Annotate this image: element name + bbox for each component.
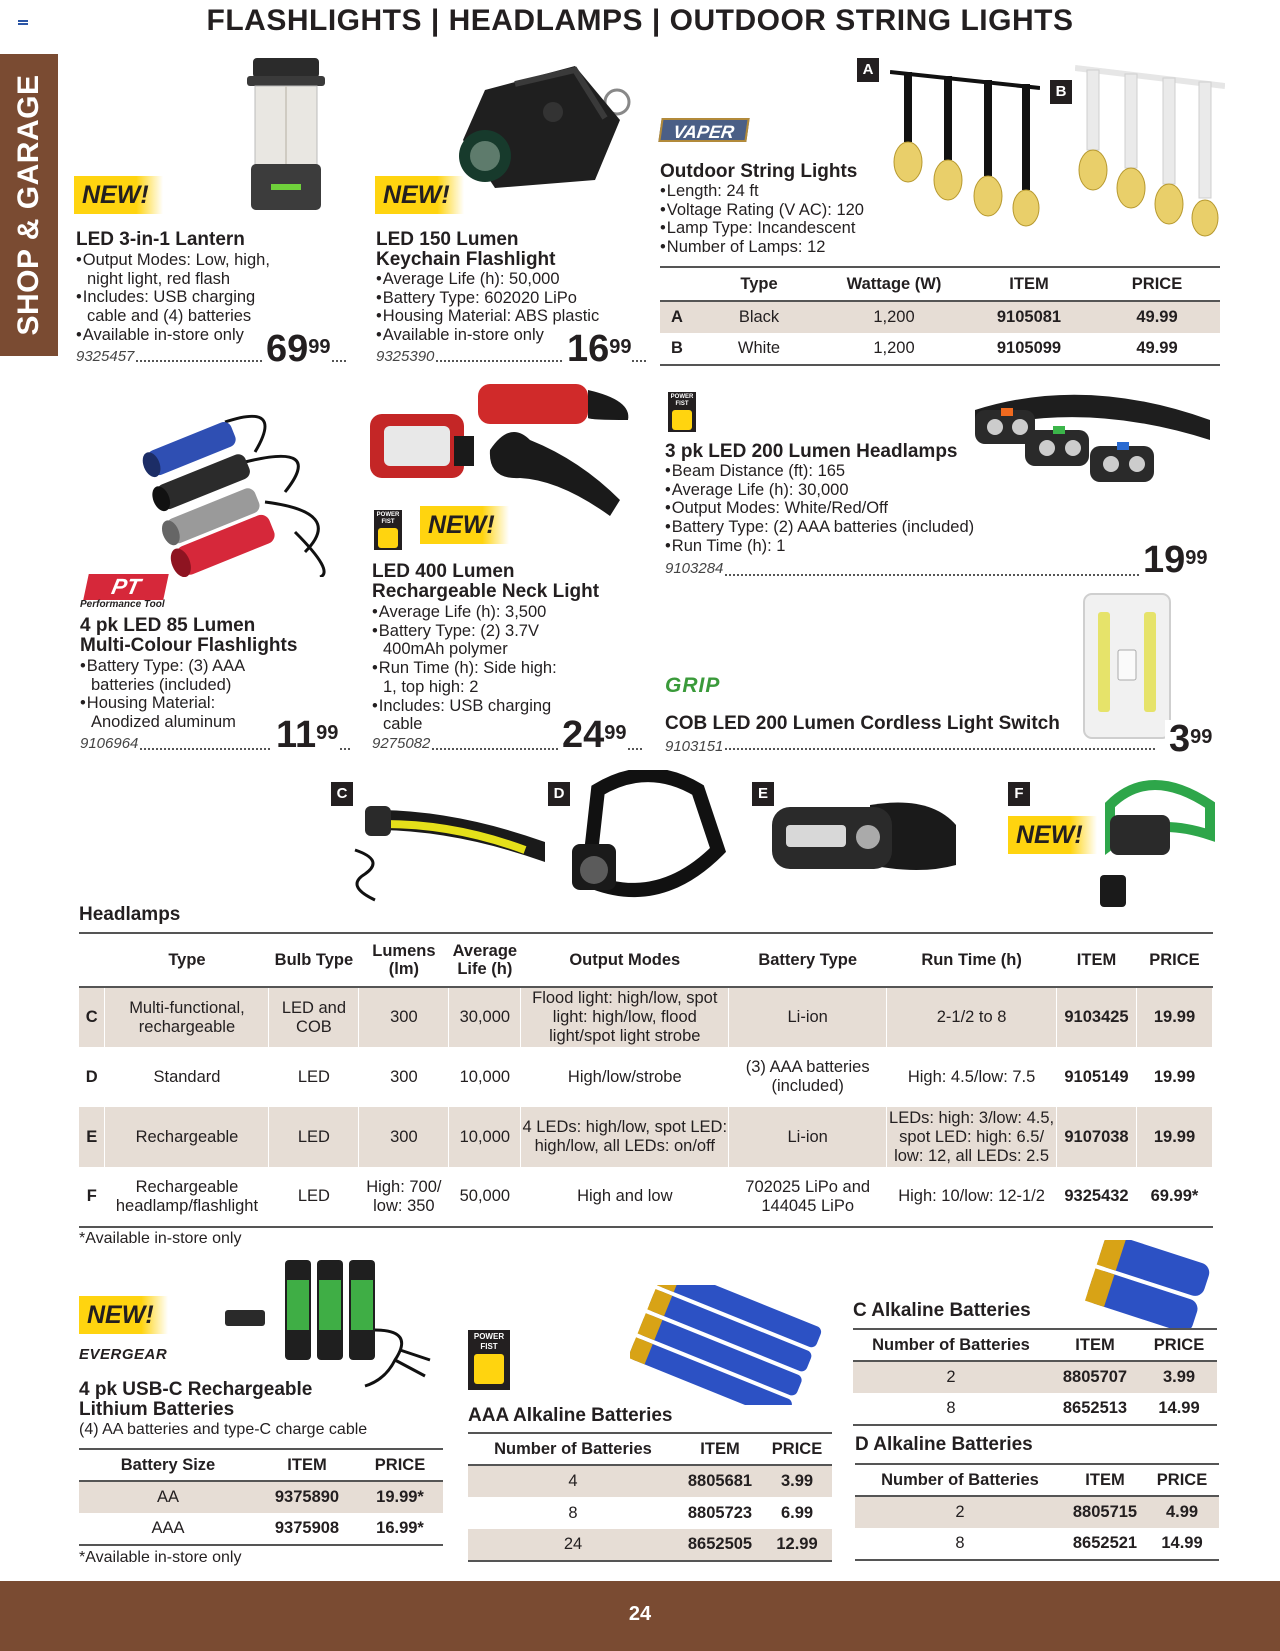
- table-header-row: [79, 1449, 443, 1481]
- grip-logo: GRIP: [665, 674, 721, 697]
- image-label: A: [857, 58, 879, 82]
- product-title: Outdoor String Lights: [660, 161, 858, 182]
- modes-cell: High/low/strobe: [521, 1047, 729, 1107]
- footnote: *Available in-store only: [79, 1549, 242, 1566]
- type-cell: Multi-functional, rechargeable: [105, 987, 269, 1047]
- page-footer: [0, 1581, 1280, 1651]
- table-row: [79, 1107, 1213, 1167]
- header-cell: Lumens (lm): [359, 933, 449, 987]
- runtime-cell: High: 4.5/low: 7.5: [887, 1047, 1057, 1107]
- item-cell: 9325432: [1057, 1167, 1137, 1227]
- price: [1139, 541, 1208, 579]
- price-cell: 3.99: [780, 1472, 814, 1490]
- row-key: B: [660, 333, 694, 365]
- spec-item: • Average Life (h): 30,000: [665, 481, 1065, 500]
- header-cell: Number of Batteries: [855, 1464, 1065, 1496]
- item-cell: 9375908: [257, 1513, 357, 1545]
- page-number: 24: [628, 1603, 652, 1625]
- table-row: [79, 987, 1213, 1047]
- title-line: Multi-Colour Flashlights: [80, 635, 298, 656]
- header-cell: PRICE: [1094, 267, 1220, 301]
- header-cell: Run Time (h): [887, 933, 1057, 987]
- header-cell: Number of Batteries: [853, 1329, 1049, 1361]
- lantern-image: [245, 56, 327, 216]
- row-key: E: [79, 1107, 105, 1167]
- sku: 9103284: [665, 560, 724, 577]
- price-cell: 19.99: [1136, 1047, 1212, 1107]
- lumens-cell: 300: [359, 1047, 449, 1107]
- type-cell: Black: [738, 308, 780, 326]
- side-tab-label: SHOP & GARAGE: [12, 74, 45, 336]
- modes-cell: High and low: [521, 1167, 729, 1227]
- spec-item: • Run Time (h): 1: [665, 537, 1065, 556]
- image-label: B: [1050, 80, 1072, 104]
- price: [262, 330, 331, 368]
- header-cell: ITEM: [678, 1433, 762, 1465]
- modes-cell: Flood light: high/low, spot light: high/low, flood light/spot light strobe: [521, 987, 729, 1047]
- spec-item: • Length: 24 ft: [660, 182, 920, 201]
- sku: 9325390: [376, 348, 435, 365]
- product-title: [79, 1380, 312, 1420]
- price-cell: 19.99: [1136, 987, 1212, 1047]
- price-cents: 99: [308, 336, 331, 358]
- header-cell: Bulb Type: [269, 933, 359, 987]
- price-dollars: 69: [266, 328, 309, 370]
- item-cell: 8805715: [1072, 1503, 1138, 1521]
- section-title: Headlamps: [79, 904, 181, 925]
- spec-item: • Number of Lamps: 12: [660, 238, 920, 257]
- power-fist-logo: [668, 392, 696, 432]
- sku: 9275082: [372, 735, 431, 752]
- side-tab: [0, 54, 58, 356]
- item-cell: 8805681: [687, 1472, 753, 1490]
- header-cell: PRICE: [1141, 1329, 1217, 1361]
- spec-item: • Battery Type: (3) AAA batteries (included): [80, 657, 280, 694]
- brand-text: POWER: [670, 394, 694, 400]
- price-cell: 19.99*: [376, 1488, 424, 1506]
- image-label: C: [331, 782, 353, 806]
- price-cents: 99: [609, 336, 632, 358]
- life-cell: 10,000: [449, 1047, 521, 1107]
- price-cell: 6.99: [780, 1503, 814, 1522]
- spec-item: • Available in-store only: [376, 326, 636, 345]
- brand-text: FIST: [480, 1342, 498, 1351]
- table-header-row: [468, 1433, 832, 1465]
- count-cell: 4: [568, 1472, 578, 1490]
- count-cell: 24: [468, 1529, 678, 1561]
- multicolour-flashlights-image: [135, 402, 350, 577]
- table-row: [853, 1393, 1217, 1425]
- item-cell: 9375890: [274, 1488, 340, 1506]
- count-cell: 2: [946, 1368, 956, 1386]
- footnote: *Available in-store only: [79, 1230, 242, 1247]
- c-batteries-image: [1085, 1240, 1215, 1330]
- price-cell: 49.99: [1094, 333, 1220, 365]
- spec-item: • Average Life (h): 50,000: [376, 270, 636, 289]
- modes-cell: 4 LEDs: high/low, spot LED: high/low, all LEDs: on/off: [521, 1107, 729, 1167]
- spec-item: • Housing Material: ABS plastic: [376, 307, 636, 326]
- section-title: AAA Alkaline Batteries: [468, 1405, 673, 1426]
- header-cell: ITEM: [257, 1449, 357, 1481]
- table-row: [660, 333, 1220, 365]
- aaa-batteries-image: [630, 1285, 830, 1405]
- battery-cell: Li-ion: [729, 1107, 887, 1167]
- power-fist-logo: [468, 1330, 510, 1390]
- product-title: [80, 616, 297, 656]
- header-cell: PRICE: [1145, 1464, 1219, 1496]
- price-cell: 49.99: [1136, 308, 1178, 326]
- item-cell: 8652505: [678, 1529, 762, 1561]
- title-line: Lithium Batteries: [79, 1399, 235, 1420]
- item-cell: 8805723: [687, 1503, 753, 1522]
- section-title: C Alkaline Batteries: [853, 1300, 1031, 1321]
- brand-text: POWER: [376, 512, 400, 518]
- image-label: D: [548, 782, 570, 806]
- price-cents: 99: [316, 722, 339, 744]
- title-line: Rechargeable Neck Light: [372, 581, 600, 602]
- header-cell: Number of Batteries: [468, 1433, 678, 1465]
- spec-item: • Output Modes: White/Red/Off: [665, 499, 1065, 518]
- row-key: C: [79, 987, 105, 1047]
- table-row: [468, 1465, 832, 1497]
- brand-text: POWER: [473, 1332, 505, 1341]
- product-title: [372, 562, 599, 602]
- power-fist-logo: [374, 510, 402, 550]
- light-switch-image: [1082, 592, 1172, 740]
- price-cell: 19.99: [1136, 1107, 1212, 1167]
- header-cell: Wattage (W): [824, 267, 964, 301]
- table-row: [468, 1529, 832, 1561]
- table-row: [660, 301, 1220, 333]
- lumens-cell: 300: [359, 1107, 449, 1167]
- spec-item: • Battery Type: 602020 LiPo: [376, 289, 636, 308]
- sku: 9325457: [76, 348, 135, 365]
- multicolour-specs: [80, 657, 280, 732]
- spec-item: • Average Life (h): 3,500: [372, 603, 562, 622]
- header-cell: [660, 267, 694, 301]
- price-dollars: 16: [567, 328, 610, 370]
- aaa-batteries-table: [468, 1432, 832, 1562]
- headlamps-3pk-specs: [665, 462, 1065, 556]
- performance-tool-logo: PT: [83, 574, 169, 600]
- header-cell: PRICE: [357, 1449, 443, 1481]
- price-dollars: 3: [1169, 718, 1191, 760]
- life-cell: 30,000: [449, 987, 521, 1047]
- sku: 9103151: [665, 738, 724, 755]
- price-cell: 3.99: [1162, 1368, 1196, 1386]
- c-batteries-table: [853, 1328, 1217, 1426]
- new-badge: NEW!: [79, 1296, 168, 1334]
- image-label: E: [752, 782, 774, 806]
- headlamp-f-image: [1090, 775, 1220, 915]
- sku-dotted-leader: [665, 556, 1155, 576]
- bulb-cell: LED and COB: [269, 987, 359, 1047]
- bulb-cell: LED: [269, 1167, 359, 1227]
- header-cell: Type: [105, 933, 269, 987]
- price: [1165, 720, 1212, 758]
- fist-icon: [474, 1354, 504, 1384]
- fist-icon: [378, 528, 398, 548]
- string-lights-table: [660, 266, 1220, 366]
- spec-item: • Run Time (h): Side high: 1, top high: 2: [372, 659, 562, 696]
- life-cell: 10,000: [449, 1107, 521, 1167]
- image-label: F: [1008, 782, 1030, 806]
- table-header-row: [660, 267, 1220, 301]
- row-key: D: [79, 1047, 105, 1107]
- price-cell: 12.99: [762, 1529, 832, 1561]
- item-cell: 9105149: [1057, 1047, 1137, 1107]
- fist-icon: [672, 410, 692, 430]
- table-row: [855, 1528, 1219, 1560]
- item-cell: 9105099: [964, 333, 1094, 365]
- new-badge: NEW!: [420, 506, 509, 544]
- spec-item: • Voltage Rating (V AC): 120: [660, 201, 920, 220]
- battery-cell: (3) AAA batteries (included): [729, 1047, 887, 1107]
- table-row: [853, 1361, 1217, 1393]
- spec-item: • Battery Type: (2) 3.7V 400mAh polymer: [372, 622, 562, 659]
- life-cell: 50,000: [449, 1167, 521, 1227]
- spec-item: • Beam Distance (ft): 165: [665, 462, 1065, 481]
- table-header-row: [79, 933, 1213, 987]
- sku-dotted-leader: [665, 730, 1155, 750]
- header-cell: [79, 933, 105, 987]
- brand-text: FIST: [381, 519, 395, 525]
- row-key: F: [79, 1167, 105, 1227]
- count-cell: 2: [955, 1503, 965, 1521]
- table-row: [79, 1481, 443, 1513]
- header-cell: ITEM: [1049, 1329, 1141, 1361]
- white-string-lights-image: [1075, 58, 1225, 238]
- neck-light-image: [370, 380, 632, 520]
- header-cell: ITEM: [1057, 933, 1137, 987]
- runtime-cell: 2-1/2 to 8: [887, 987, 1057, 1047]
- size-cell: AA: [156, 1488, 179, 1506]
- new-badge: NEW!: [375, 176, 464, 214]
- table-header-row: [853, 1329, 1217, 1361]
- header-cell: ITEM: [964, 267, 1094, 301]
- header-cell: PRICE: [1136, 933, 1212, 987]
- new-badge: NEW!: [1008, 816, 1097, 854]
- page-title: FLASHLIGHTS | HEADLAMPS | OUTDOOR STRING LIGHTS: [206, 4, 1074, 37]
- header-cell: Type: [694, 267, 824, 301]
- spec-item: • Lamp Type: Incandescent: [660, 219, 920, 238]
- type-cell: Rechargeable headlamp/flashlight: [105, 1167, 269, 1227]
- row-key: A: [671, 308, 683, 326]
- table-row: [79, 1047, 1213, 1107]
- price: [563, 330, 632, 368]
- price-cell: 4.99: [1165, 1503, 1199, 1521]
- vaper-logo: VAPER: [658, 118, 749, 142]
- neck-light-specs: [372, 603, 562, 734]
- d-batteries-table: [855, 1463, 1219, 1561]
- product-title: LED 3-in-1 Lantern: [76, 229, 245, 250]
- sku: 9106964: [80, 735, 139, 752]
- runtime-cell: LEDs: high: 3/low: 4.5, spot LED: high: 6.5/ low: 12, all LEDs: 2.5: [887, 1107, 1057, 1167]
- price-cell: 14.99: [1145, 1528, 1219, 1560]
- header-cell: Battery Size: [79, 1449, 257, 1481]
- headlamp-e-image: [770, 795, 960, 895]
- type-cell: White: [694, 333, 824, 365]
- title-line: LED 400 Lumen: [372, 561, 515, 582]
- usb-batteries-image: [225, 1250, 445, 1390]
- price-cents: 99: [604, 722, 627, 744]
- headlamp-c-image: [345, 800, 550, 910]
- product-subtitle: (4) AA batteries and type-C charge cable: [79, 1421, 368, 1438]
- product-title: COB LED 200 Lumen Cordless Light Switch: [665, 713, 1060, 734]
- table-row: [79, 1513, 443, 1545]
- table-header-row: [855, 1464, 1219, 1496]
- brand-text: FIST: [675, 401, 689, 407]
- headlamp-d-image: [568, 770, 728, 910]
- title-line: Keychain Flashlight: [376, 249, 556, 270]
- headlamps-table: [79, 932, 1213, 1228]
- header-cell: ITEM: [1065, 1464, 1145, 1496]
- item-cell: 8805707: [1062, 1368, 1128, 1386]
- price: [272, 716, 338, 754]
- type-cell: Rechargeable: [105, 1107, 269, 1167]
- spec-item: • Battery Type: (2) AAA batteries (included): [665, 518, 1065, 537]
- title-line: 4 pk USB-C Rechargeable: [79, 1379, 313, 1400]
- performance-tool-name: Performance Tool: [80, 599, 165, 610]
- item-cell: 8652521: [1065, 1528, 1145, 1560]
- price-cell: 69.99*: [1136, 1167, 1212, 1227]
- count-cell: 8: [568, 1503, 578, 1522]
- price-dollars: 24: [562, 714, 605, 756]
- title-line: 4 pk LED 85 Lumen: [80, 615, 256, 636]
- header-cell: Output Modes: [521, 933, 729, 987]
- spec-item: • Output Modes: Low, high, night light, red flash: [76, 251, 296, 288]
- price-cents: 99: [1190, 726, 1213, 748]
- battery-cell: 702025 LiPo and 144045 LiPo: [729, 1167, 887, 1227]
- wattage-cell: 1,200: [873, 308, 915, 326]
- runtime-cell: High: 10/low: 12-1/2: [887, 1167, 1057, 1227]
- count-cell: 8: [855, 1528, 1065, 1560]
- lumens-cell: High: 700/ low: 350: [359, 1167, 449, 1227]
- bulb-cell: LED: [269, 1047, 359, 1107]
- price-dollars: 19: [1143, 539, 1186, 581]
- price-dollars: 11: [276, 714, 317, 756]
- size-cell: AAA: [79, 1513, 257, 1545]
- spec-item: • Housing Material: Anodized aluminum: [80, 694, 280, 731]
- product-title: 3 pk LED 200 Lumen Headlamps: [665, 441, 958, 462]
- evergear-logo: EVERGEAR: [79, 1346, 168, 1363]
- lumens-cell: 300: [359, 987, 449, 1047]
- header-cell: Battery Type: [729, 933, 887, 987]
- product-title: [376, 230, 555, 270]
- table-row: [79, 1167, 1213, 1227]
- price-cell: 16.99*: [357, 1513, 443, 1545]
- spec-item: • Available in-store only: [76, 326, 296, 345]
- type-cell: Standard: [105, 1047, 269, 1107]
- title-line: LED 150 Lumen: [376, 229, 519, 250]
- price-cell: 14.99: [1141, 1393, 1217, 1425]
- table-row: [468, 1497, 832, 1529]
- section-title: D Alkaline Batteries: [855, 1434, 1033, 1455]
- header-cell: PRICE: [762, 1433, 832, 1465]
- item-cell: 9103425: [1057, 987, 1137, 1047]
- battery-cell: Li-ion: [729, 987, 887, 1047]
- wattage-cell: 1,200: [824, 333, 964, 365]
- bulb-cell: LED: [269, 1107, 359, 1167]
- price: [558, 716, 627, 754]
- table-row: [855, 1496, 1219, 1528]
- header-cell: Average Life (h): [449, 933, 521, 987]
- new-badge: NEW!: [74, 176, 163, 214]
- price-cents: 99: [1185, 547, 1208, 569]
- usb-batteries-table: [79, 1448, 443, 1546]
- keychain-flashlight-image: [455, 60, 641, 192]
- string-lights-specs: [660, 182, 920, 257]
- count-cell: 8: [853, 1393, 1049, 1425]
- spec-item: • Includes: USB charging cable: [372, 697, 562, 734]
- spec-item: • Includes: USB charging cable and (4) batteries: [76, 288, 296, 325]
- item-cell: 9105081: [996, 308, 1062, 326]
- item-cell: 9107038: [1057, 1107, 1137, 1167]
- item-cell: 8652513: [1049, 1393, 1141, 1425]
